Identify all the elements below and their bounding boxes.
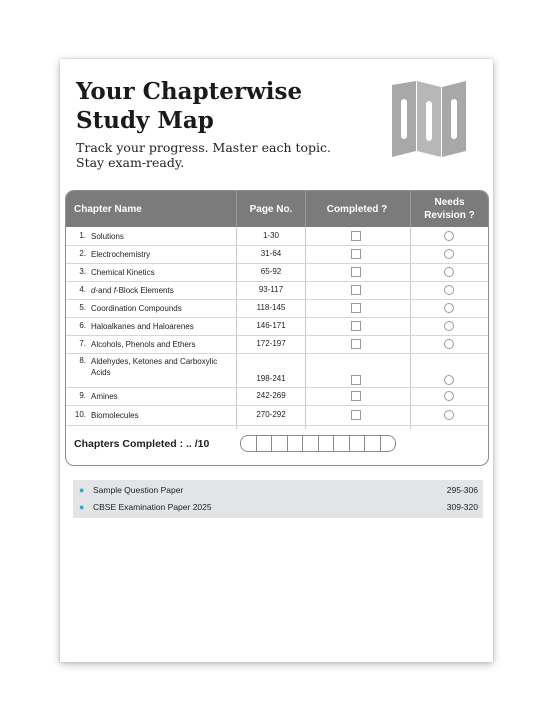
chapter-name: Solutions bbox=[91, 232, 124, 241]
page-title bbox=[76, 77, 376, 135]
chapter-number: 1. bbox=[79, 231, 86, 240]
extra-papers-box bbox=[73, 480, 483, 518]
folded-map-icon bbox=[392, 81, 466, 157]
completed-checkbox[interactable] bbox=[351, 410, 361, 420]
chapter-number: 7. bbox=[79, 339, 86, 348]
bullet-icon: ● bbox=[79, 502, 85, 512]
chapter-name: Haloalkanes and Haloarenes bbox=[91, 322, 194, 331]
table-row bbox=[66, 299, 488, 318]
subtitle bbox=[76, 140, 376, 170]
chapter-name: Biomolecules bbox=[91, 411, 139, 420]
extra-paper-label: Sample Question Paper bbox=[93, 485, 184, 495]
page-range: 198-241 bbox=[256, 374, 286, 383]
completed-checkbox[interactable] bbox=[351, 339, 361, 349]
needs-revision-radio[interactable] bbox=[444, 249, 454, 259]
chapter-table bbox=[65, 190, 489, 466]
needs-revision-radio[interactable] bbox=[444, 231, 454, 241]
chapter-name: d-and f-Block Elements bbox=[91, 286, 174, 295]
table-header bbox=[66, 191, 488, 227]
needs-revision-radio[interactable] bbox=[444, 285, 454, 295]
bullet-icon: ● bbox=[79, 485, 85, 495]
table-row bbox=[66, 263, 488, 282]
extra-paper-item bbox=[73, 482, 483, 498]
completed-checkbox[interactable] bbox=[351, 285, 361, 295]
chapter-number: 5. bbox=[79, 303, 86, 312]
completed-checkbox[interactable] bbox=[351, 321, 361, 331]
col-chapter-name: Chapter Name bbox=[74, 203, 142, 215]
progress-cell[interactable] bbox=[381, 436, 396, 451]
progress-cell[interactable] bbox=[288, 436, 304, 451]
col-needs-revision-line1: Needs bbox=[434, 197, 465, 208]
chapter-number: 8. bbox=[79, 356, 86, 365]
completed-checkbox[interactable] bbox=[351, 391, 361, 401]
extra-paper-pages: 295-306 bbox=[446, 485, 478, 495]
progress-cell[interactable] bbox=[303, 436, 319, 451]
table-row bbox=[66, 227, 488, 246]
page-range: 93-117 bbox=[258, 285, 284, 294]
page-range: 270-292 bbox=[256, 410, 286, 419]
progress-cell[interactable] bbox=[241, 436, 257, 451]
chapter-number: 10. bbox=[74, 410, 86, 419]
col-needs-revision bbox=[411, 191, 488, 227]
table-row bbox=[66, 335, 488, 354]
chapter-number: 4. bbox=[79, 285, 86, 294]
progress-cell[interactable] bbox=[257, 436, 273, 451]
progress-cell[interactable] bbox=[350, 436, 366, 451]
extra-paper-pages: 309-320 bbox=[446, 502, 478, 512]
needs-revision-radio[interactable] bbox=[444, 267, 454, 277]
completed-checkbox[interactable] bbox=[351, 231, 361, 241]
chapter-number: 2. bbox=[79, 249, 86, 258]
needs-revision-radio[interactable] bbox=[444, 410, 454, 420]
completed-checkbox[interactable] bbox=[351, 303, 361, 313]
table-row bbox=[66, 245, 488, 264]
chapter-name: Coordination Compounds bbox=[91, 304, 182, 313]
completed-checkbox[interactable] bbox=[351, 267, 361, 277]
needs-revision-radio[interactable] bbox=[444, 339, 454, 349]
page-range: 65-92 bbox=[260, 267, 282, 276]
page-range: 31-64 bbox=[260, 249, 282, 258]
needs-revision-radio[interactable] bbox=[444, 303, 454, 313]
table-row bbox=[66, 281, 488, 300]
col-needs-revision-line2: Revision ? bbox=[424, 210, 475, 221]
needs-revision-radio[interactable] bbox=[444, 391, 454, 401]
chapter-name: Aldehydes, Ketones and Carboxylic Acids bbox=[91, 357, 218, 377]
chapters-completed-label: Chapters Completed : .. /10 bbox=[74, 438, 210, 450]
extra-paper-item bbox=[73, 499, 483, 515]
chapter-number: 6. bbox=[79, 321, 86, 330]
table-row bbox=[66, 387, 488, 406]
page-range: 146-171 bbox=[256, 321, 286, 330]
page-range: 172-197 bbox=[256, 339, 286, 348]
table-row bbox=[66, 405, 488, 426]
page-range: 118-145 bbox=[256, 303, 286, 312]
title-line-2: Study Map bbox=[76, 107, 214, 134]
progress-cell[interactable] bbox=[319, 436, 335, 451]
needs-revision-radio[interactable] bbox=[444, 375, 454, 385]
col-completed: Completed ? bbox=[326, 203, 388, 215]
table-row bbox=[66, 353, 488, 388]
progress-cell[interactable] bbox=[365, 436, 381, 451]
subtitle-line-2: Stay exam-ready. bbox=[76, 155, 185, 170]
chapter-name: Amines bbox=[91, 392, 118, 401]
chapter-name: Chemical Kinetics bbox=[91, 268, 155, 277]
chapter-number: 3. bbox=[79, 267, 86, 276]
chapters-progress-tracker bbox=[240, 435, 396, 452]
chapter-name: Electrochemistry bbox=[91, 250, 151, 259]
progress-cell[interactable] bbox=[272, 436, 288, 451]
study-map-page bbox=[60, 59, 493, 662]
progress-cell[interactable] bbox=[334, 436, 350, 451]
chapter-name: Alcohols, Phenols and Ethers bbox=[91, 340, 196, 349]
page-range: 242-269 bbox=[256, 391, 286, 400]
col-page-no: Page No. bbox=[249, 203, 293, 215]
table-row bbox=[66, 317, 488, 336]
chapter-number: 9. bbox=[79, 391, 86, 400]
page-range: 1-30 bbox=[262, 231, 279, 240]
completed-checkbox[interactable] bbox=[351, 375, 361, 385]
needs-revision-radio[interactable] bbox=[444, 321, 454, 331]
extra-paper-label: CBSE Examination Paper 2025 bbox=[93, 502, 212, 512]
title-line-1: Your Chapterwise bbox=[76, 78, 303, 105]
subtitle-line-1: Track your progress. Master each topic. bbox=[76, 140, 331, 155]
completed-checkbox[interactable] bbox=[351, 249, 361, 259]
